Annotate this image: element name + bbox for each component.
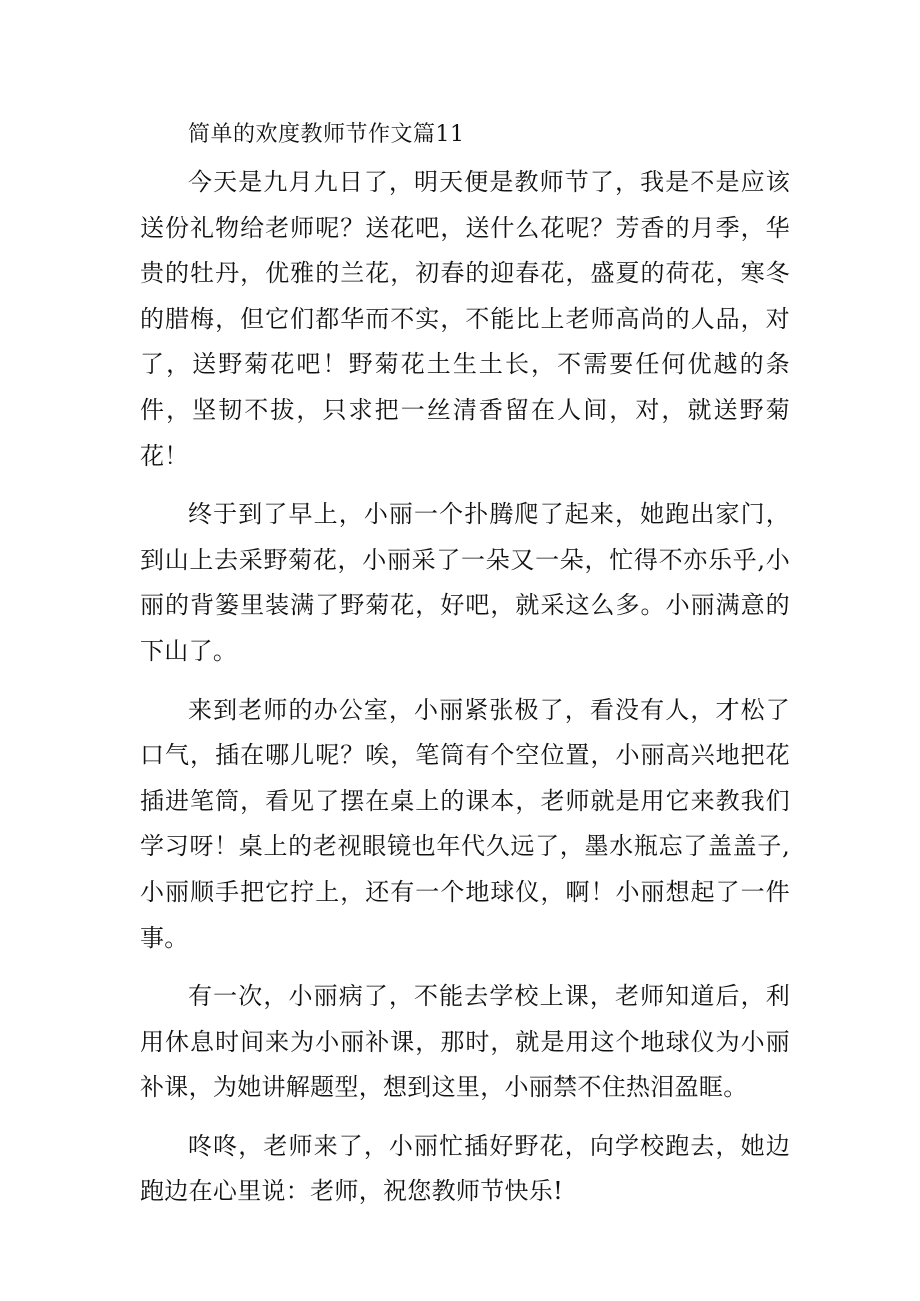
paragraph-1: 今天是九月九日了，明天便是教师节了，我是不是应该送份礼物给老师呢？送花吧，送什么花呢？芳香的月季，华贵的牡丹，优雅的兰花，初春的迎春花，盛夏的荷花，寒冬的腊梅，但它们都华而不实，不能比上老师高尚的人品，对了，送野菊花吧！野菊花土生土长，不需要任何优越的条件，坚韧不拔，只求把一丝清香留在人间，对，就送野菊花！ <box>140 168 790 470</box>
paragraph-4: 有一次，小丽病了，不能去学校上课，老师知道后，利用休息时间来为小丽补课，那时，就是用这个地球仪为小丽补课，为她讲解题型，想到这里，小丽禁不住热泪盈眶。 <box>140 982 790 1102</box>
document-body <box>140 110 790 1228</box>
paragraph-2: 终于到了早上，小丽一个扑腾爬了起来，她跑出家门，到山上去采野菊花，小丽采了一朵又一朵，忙得不亦乐乎,小丽的背篓里装满了野菊花，好吧，就采这么多。小丽满意的下山了。 <box>140 500 790 665</box>
paragraph-3: 来到老师的办公室，小丽紧张极了，看没有人，才松了口气，插在哪儿呢？唉，笔筒有个空位置，小丽高兴地把花插进笔筒，看见了摆在桌上的课本，老师就是用它来教我们学习呀！桌上的老视眼镜也年代久远了，墨水瓶忘了盖盖子,小丽顺手把它拧上，还有一个地球仪，啊！小丽想起了一件事。 <box>140 695 790 952</box>
document-title: 简单的欢度教师节作文篇11 <box>188 122 465 147</box>
paragraph-5: 咚咚，老师来了，小丽忙插好野花，向学校跑去，她边跑边在心里说：老师，祝您教师节快乐! <box>140 1131 790 1206</box>
